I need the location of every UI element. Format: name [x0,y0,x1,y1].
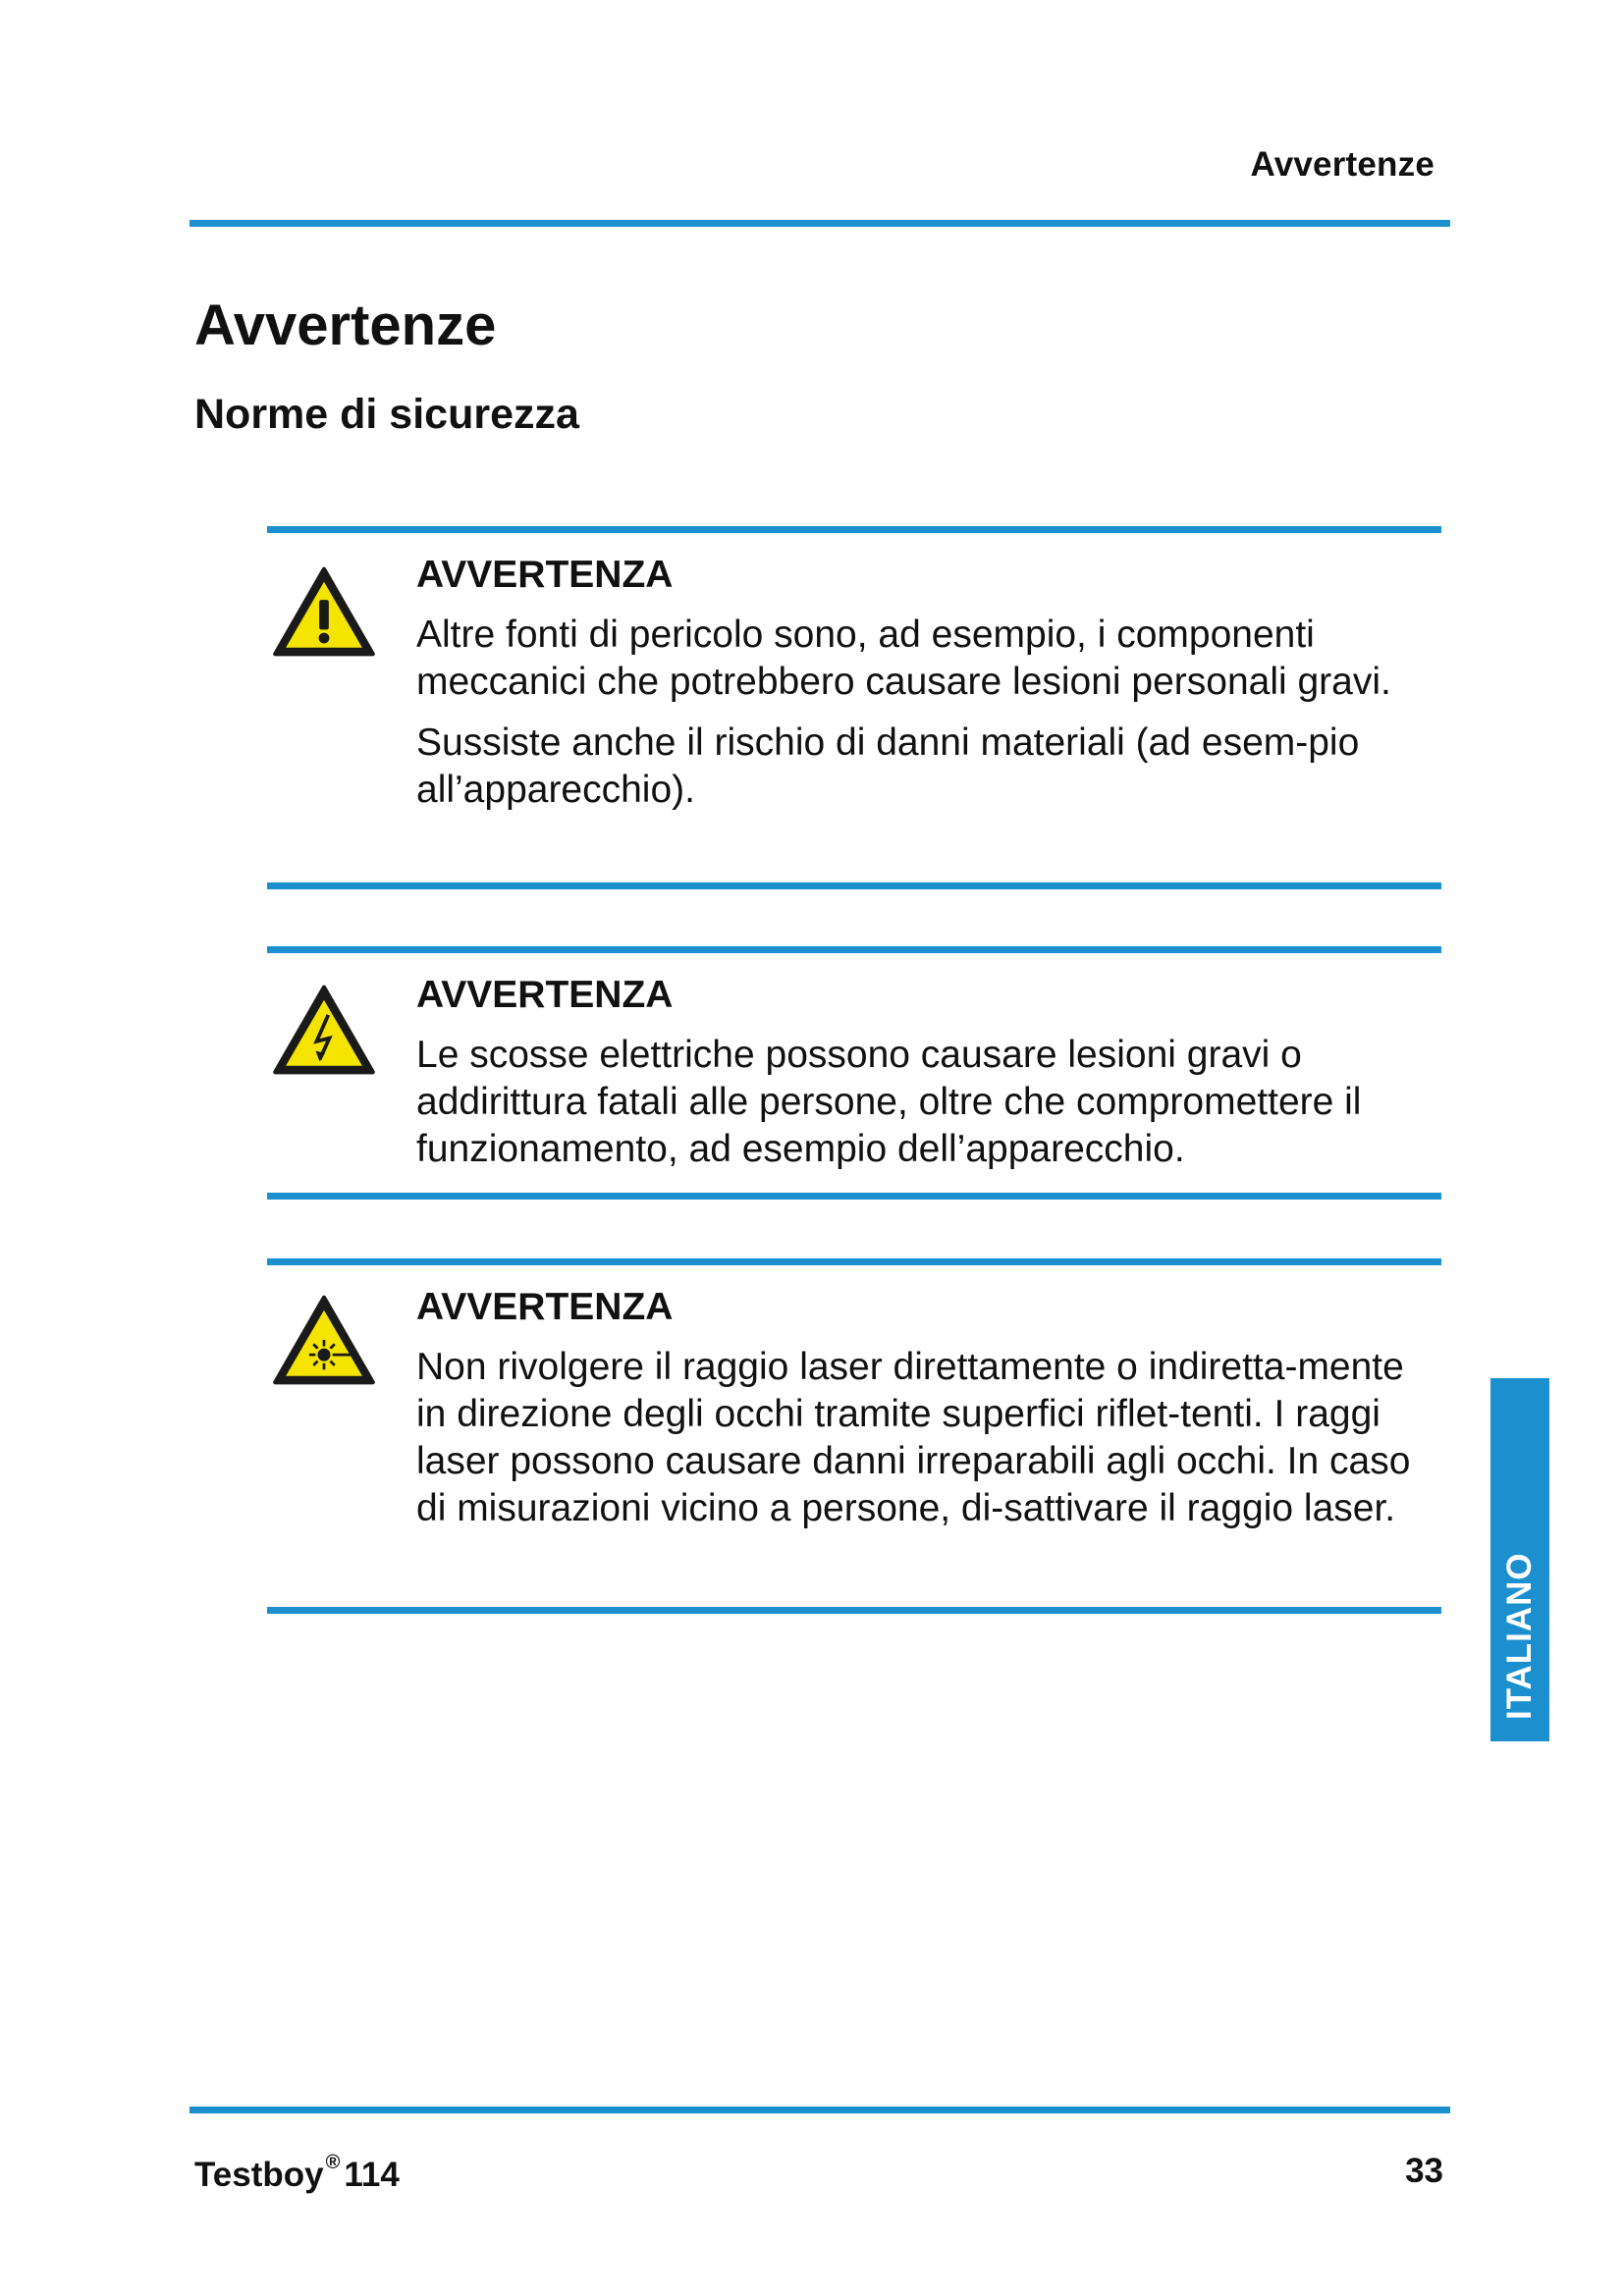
warning-box-electric [267,946,1441,1200]
product-name: Testboy [194,2156,324,2194]
laser-warning-icon [271,1293,377,1387]
footer-rule [189,2107,1450,2113]
warning-label: AVVERTENZA [416,974,674,1016]
warning-box-general [267,526,1441,889]
page-number: 33 [1405,2152,1443,2190]
registered-mark: ® [325,2152,341,2173]
header-rule [189,220,1450,227]
footer-product [194,2152,400,2195]
product-model: 114 [344,2156,400,2194]
general-warning-icon [271,564,377,659]
warning-label: AVVERTENZA [416,554,674,596]
warning-text: Sussiste anche il rischio di danni materiali (ad esem-pio all’apparecchio). [416,721,1360,811]
page-title: Avvertenze [194,294,497,357]
warning-text: Le scosse elettriche possono causare lesioni gravi o addirittura fatali alle persone, oltre che compromettere il funzionamento, ad esempio dell’apparecchio. [416,1034,1362,1170]
language-tab-label: ITALIANO [1500,1552,1539,1720]
section-title: Norme di sicurezza [194,391,579,438]
warning-text: Altre fonti di pericolo sono, ad esempio, i componenti meccanici che potrebbero causare lesioni personali gravi. [416,614,1391,703]
running-header: Avvertenze [1250,145,1435,184]
language-tab [1490,1378,1549,1741]
warning-box-laser [267,1258,1441,1614]
warning-text: Non rivolgere il raggio laser direttamente o indiretta-mente in direzione degli occhi tramite superfici riflet-tenti. I raggi laser possono causare danni irreparabili agli occhi. In caso di misurazioni vicino a persone, di-sattivare il raggio laser. [416,1346,1411,1529]
electric-shock-warning-icon [271,983,377,1077]
warning-label: AVVERTENZA [416,1286,674,1328]
